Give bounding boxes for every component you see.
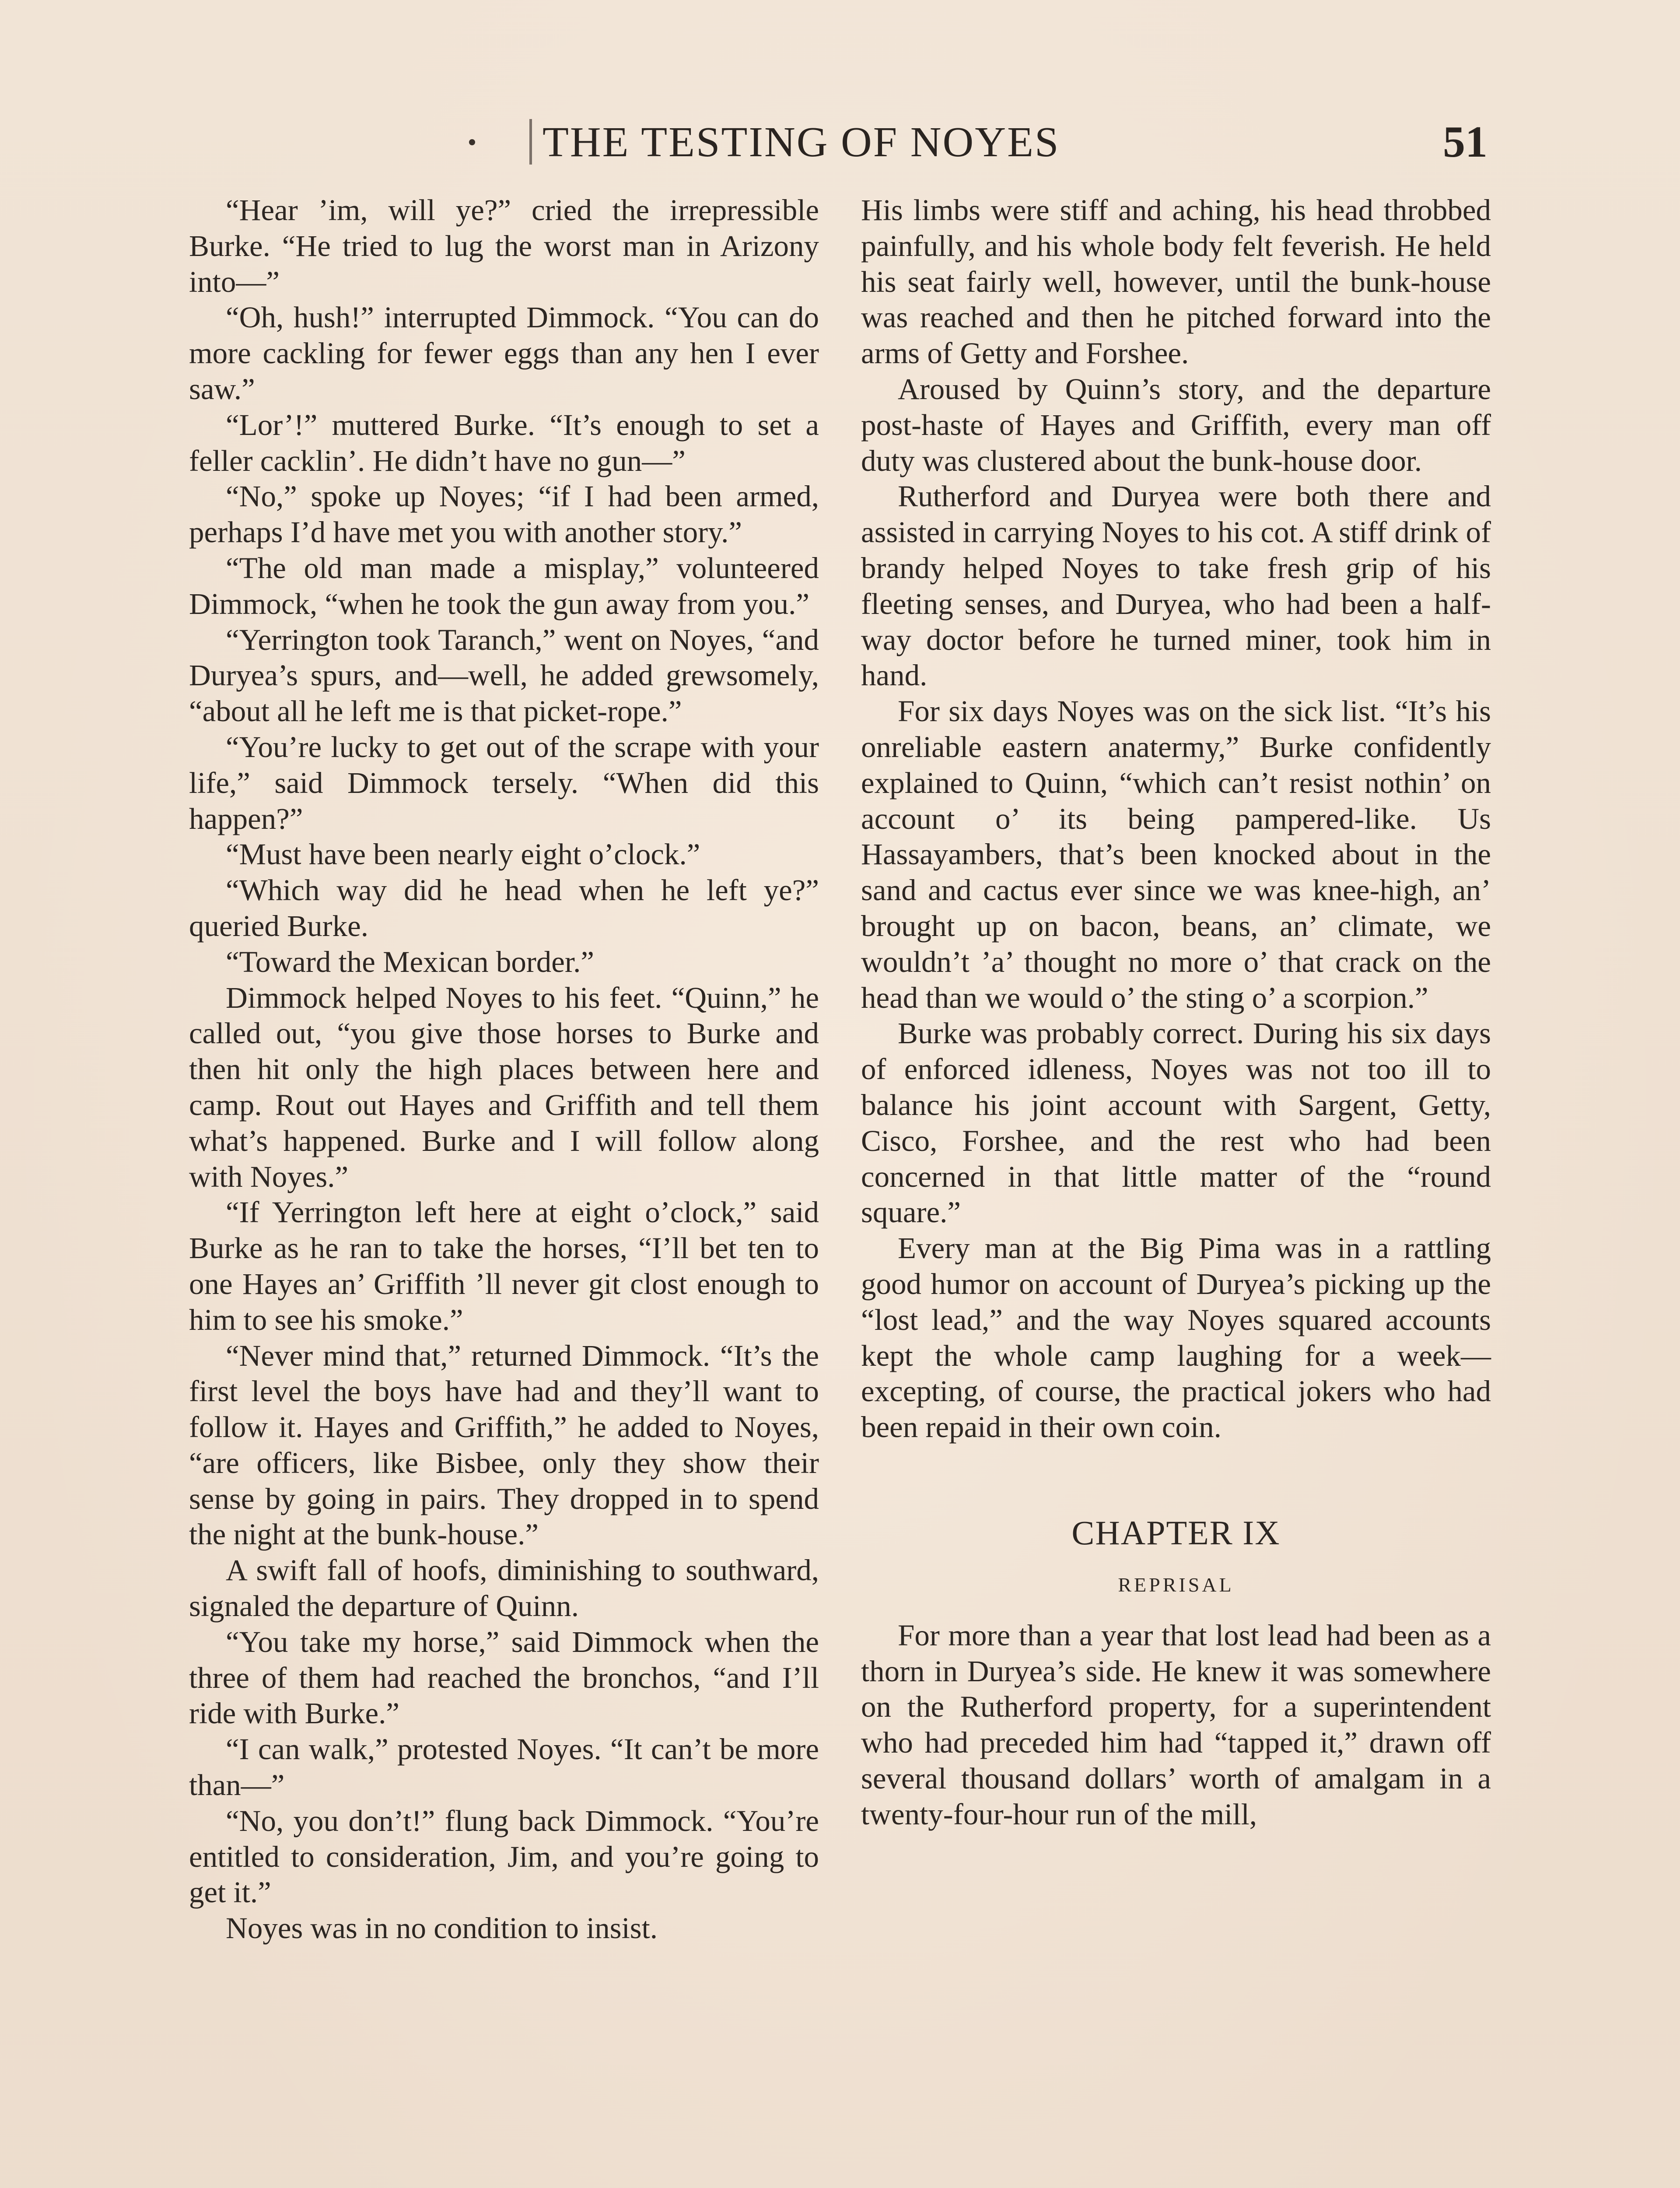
- paragraph: “You’re lucky to get out of the scrape with your life,” said Dimmock tersely. “When did this happen?”: [189, 730, 819, 835]
- running-header: [542, 116, 1488, 168]
- paragraph: Noyes was in no condition to insist.: [226, 1911, 658, 1945]
- paragraph: “No, you don’t!” flung back Dimmock. “You’re entitled to consideration, Jim, and you’re going to get it.”: [189, 1804, 819, 1909]
- right-column: [861, 193, 1491, 1833]
- paragraph: “Yerrington took Taranch,” went on Noyes, “and Duryea’s spurs, and—well, he added grewsomely, “about all he left me is that picket-rope.”: [189, 623, 819, 728]
- paragraph: His limbs were stiff and aching, his head throbbed painfully, and his whole body felt feverish. He held his seat fairly well, however, until the bunk-house was reached and then he pitched forward into the arms of Getty and Forshee.: [861, 193, 1491, 370]
- paragraph: “No,” spoke up Noyes; “if I had been armed, perhaps I’d have met you with another story.”: [189, 480, 819, 549]
- paragraph: Rutherford and Duryea were both there and assisted in carrying Noyes to his cot. A stiff drink of brandy helped Noyes to take fresh grip of his fleeting senses, and Duryea, who had been a half-way doctor before he turned miner, took him in hand.: [861, 480, 1491, 692]
- paragraph: “If Yerrington left here at eight o’clock,” said Burke as he ran to take the horses, “I’ll bet ten to one Hayes an’ Griffith ’ll never git clost enough to him to see his smoke.”: [189, 1196, 819, 1336]
- paragraph: “Must have been nearly eight o’clock.”: [226, 838, 700, 871]
- paragraph: “Hear ’im, will ye?” cried the irrepressible Burke. “He tried to lug the worst man in Arizony into—”: [189, 193, 819, 298]
- paragraph: “Lor’!” muttered Burke. “It’s enough to set a feller cacklin’. He didn’t have no gun—”: [189, 408, 819, 477]
- paragraph: Aroused by Quinn’s story, and the departure post-haste of Hayes and Griffith, every man off duty was clustered about the bunk-house door.: [861, 372, 1491, 477]
- print-speck: [469, 139, 475, 145]
- paragraph: “I can walk,” protested Noyes. “It can’t be more than—”: [189, 1732, 819, 1802]
- chapter-heading: CHAPTER IX: [1071, 1513, 1281, 1552]
- paragraph: “Oh, hush!” interrupted Dimmock. “You can do more cackling for fewer eggs than any hen I ever saw.”: [189, 301, 819, 406]
- paragraph: “You take my horse,” said Dimmock when the three of them had reached the bronchos, “and I’ll ride with Burke.”: [189, 1625, 819, 1730]
- page-number: 51: [1443, 117, 1488, 167]
- paragraph: Dimmock helped Noyes to his feet. “Quinn,” he called out, “you give those horses to Burke and then hit only the high places between here and camp. Rout out Hayes and Griffith and tell them what’s happened. Burke and I will follow along with Noyes.”: [189, 981, 819, 1193]
- print-mark: [529, 119, 532, 165]
- paragraph: “The old man made a misplay,” volunteered Dimmock, “when he took the gun away from you.”: [189, 551, 819, 621]
- paragraph: For six days Noyes was on the sick list. “It’s his onreliable eastern anatermy,” Burke confidently explained to Quinn, “which can’t resist nothin’ on account o’ its being pampered-like. Us Hassayambers, that’s been knocked about in the sand and cactus ever since we was knee-high, an’ brought up on bacon, beans, an’ climate, we wouldn’t ’a’ thought no more o’ that crack on the head than we would o’ the sting o’ a scorpion.”: [861, 694, 1491, 1014]
- paragraph: Every man at the Big Pima was in a rattling good humor on account of Duryea’s picking up the “lost lead,” and the way Noyes squared accounts kept the whole camp laughing for a week—excepting, of course, the practical jokers who had been repaid in their own coin.: [861, 1231, 1491, 1444]
- left-column: [189, 193, 819, 1946]
- header-title: THE TESTING OF NOYES: [542, 119, 1060, 166]
- paragraph: “Never mind that,” returned Dimmock. “It’s the first level the boys have had and they’ll want to follow it. Hayes and Griffith,” he added to Noyes, “are officers, like Bisbee, only they show their sense by going in pairs. They dropped in to spend the night at the bunk-house.”: [189, 1339, 819, 1551]
- paragraph: “Toward the Mexican border.”: [226, 945, 594, 978]
- paragraph: Burke was probably correct. During his six days of enforced idleness, Noyes was not too ill to balance his joint account with Sargent, Getty, Cisco, Forshee, and the rest who had been concerned in that little matter of the “round square.”: [861, 1017, 1491, 1229]
- chapter-subheading: REPRISAL: [1118, 1573, 1234, 1596]
- paragraph: A swift fall of hoofs, diminishing to southward, signaled the departure of Quinn.: [189, 1553, 819, 1623]
- paragraph: “Which way did he head when he left ye?” queried Burke.: [189, 873, 819, 943]
- chapter-opening-paragraph: For more than a year that lost lead had been as a thorn in Duryea’s side. He knew it was somewhere on the Rutherford property, for a superintendent who had preceded him had “tapped it,” drawn off several thousand dollars’ worth of amalgam in a twenty-four-hour run of the mill,: [861, 1618, 1491, 1831]
